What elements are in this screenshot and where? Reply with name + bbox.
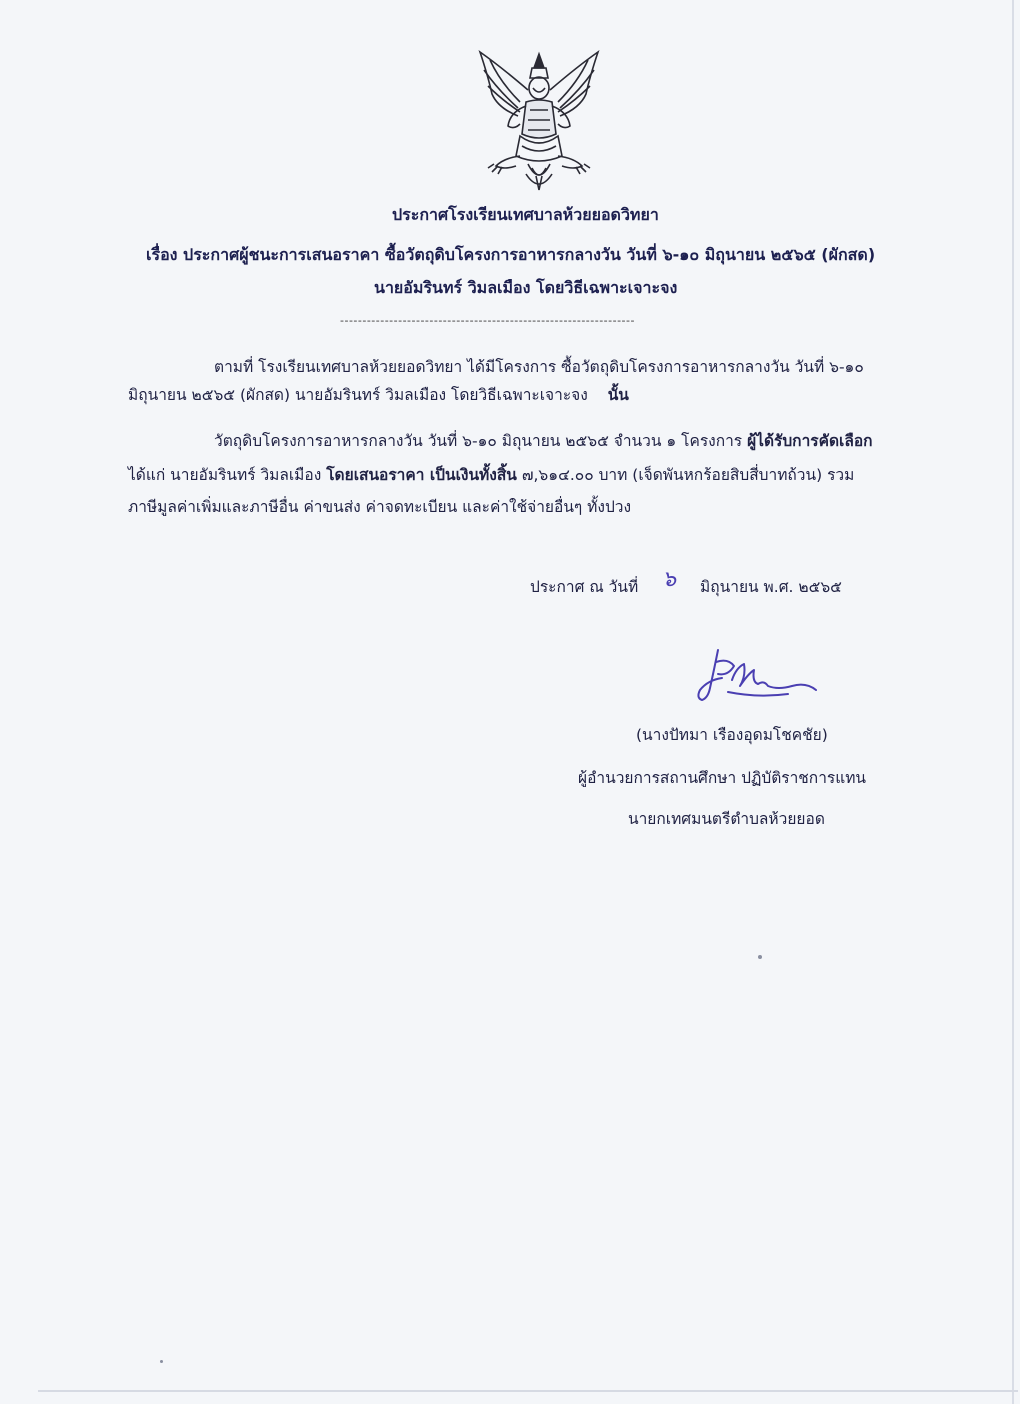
paragraph2-line1	[214, 428, 873, 453]
announcement-subject: เรื่อง ประกาศผู้ชนะการเสนอราคา ซื้อวัตถุดิบโครงการอาหารกลางวัน วันที่ ๖-๑๐ มิถุนายน ๒๕๖๕ (ผักสด)	[146, 245, 876, 264]
paragraph1-line1: ตามที่ โรงเรียนเทศบาลห้วยยอดวิทยา ได้มีโครงการ ซื้อวัตถุดิบโครงการอาหารกลางวัน วันที่ ๖-๑๐	[214, 358, 864, 376]
announcement-title: ประกาศโรงเรียนเทศบาลห้วยยอดวิทยา	[392, 205, 659, 224]
scan-speck	[160, 1360, 163, 1363]
signatory-position: ผู้อำนวยการสถานศึกษา ปฏิบัติราชการแทน	[578, 769, 867, 787]
paragraph1-line2	[128, 382, 629, 407]
garuda-emblem-icon	[470, 46, 608, 196]
date-suffix: มิถุนายน พ.ศ. ๒๕๖๕	[700, 578, 842, 596]
paragraph2-selected-label: ผู้ได้รับการคัดเลือก	[747, 432, 873, 450]
header-divider: ------------------------------------------------------------------	[340, 314, 635, 327]
scan-edge	[1012, 0, 1014, 1404]
date-day-handwritten: ๖	[662, 567, 677, 592]
scan-speck	[758, 955, 762, 959]
handwritten-signature	[688, 640, 828, 708]
announcement-subject-cont: นายอัมรินทร์ วิมลเมือง โดยวิธีเฉพาะเจาะจง	[374, 278, 678, 297]
date-prefix: ประกาศ ณ วันที่	[530, 578, 639, 596]
paragraph2-winner: ได้แก่ นายอัมรินทร์ วิมลเมือง	[128, 466, 322, 484]
paragraph2-line2	[128, 462, 854, 487]
paragraph2-line3: ภาษีมูลค่าเพิ่มและภาษีอื่น ค่าขนส่ง ค่าจดทะเบียน และค่าใช้จ่ายอื่นๆ ทั้งปวง	[128, 498, 632, 516]
signatory-position-cont: นายกเทศมนตรีตำบลห้วยยอด	[628, 810, 825, 828]
signatory-name: (นางปัทมา เรืองอุดมโชคชัย)	[636, 726, 828, 744]
paragraph1-end: นั้น	[607, 386, 629, 404]
announcement-date	[530, 567, 842, 602]
scan-bottom-edge	[38, 1390, 1018, 1392]
paragraph1-text: มิถุนายน ๒๕๖๕ (ผักสด) นายอัมรินทร์ วิมลเมือง โดยวิธีเฉพาะเจาะจง	[128, 386, 588, 404]
paragraph2-amount: ๗,๖๑๔.๐๐ บาท (เจ็ดพันหกร้อยสิบสี่บาทถ้วน) รวม	[521, 466, 855, 484]
paragraph2-offer-label: โดยเสนอราคา เป็นเงินทั้งสิ้น	[326, 466, 517, 484]
paragraph2-text-a: วัตถุดิบโครงการอาหารกลางวัน วันที่ ๖-๑๐ มิถุนายน ๒๕๖๕ จำนวน ๑ โครงการ	[214, 432, 743, 450]
